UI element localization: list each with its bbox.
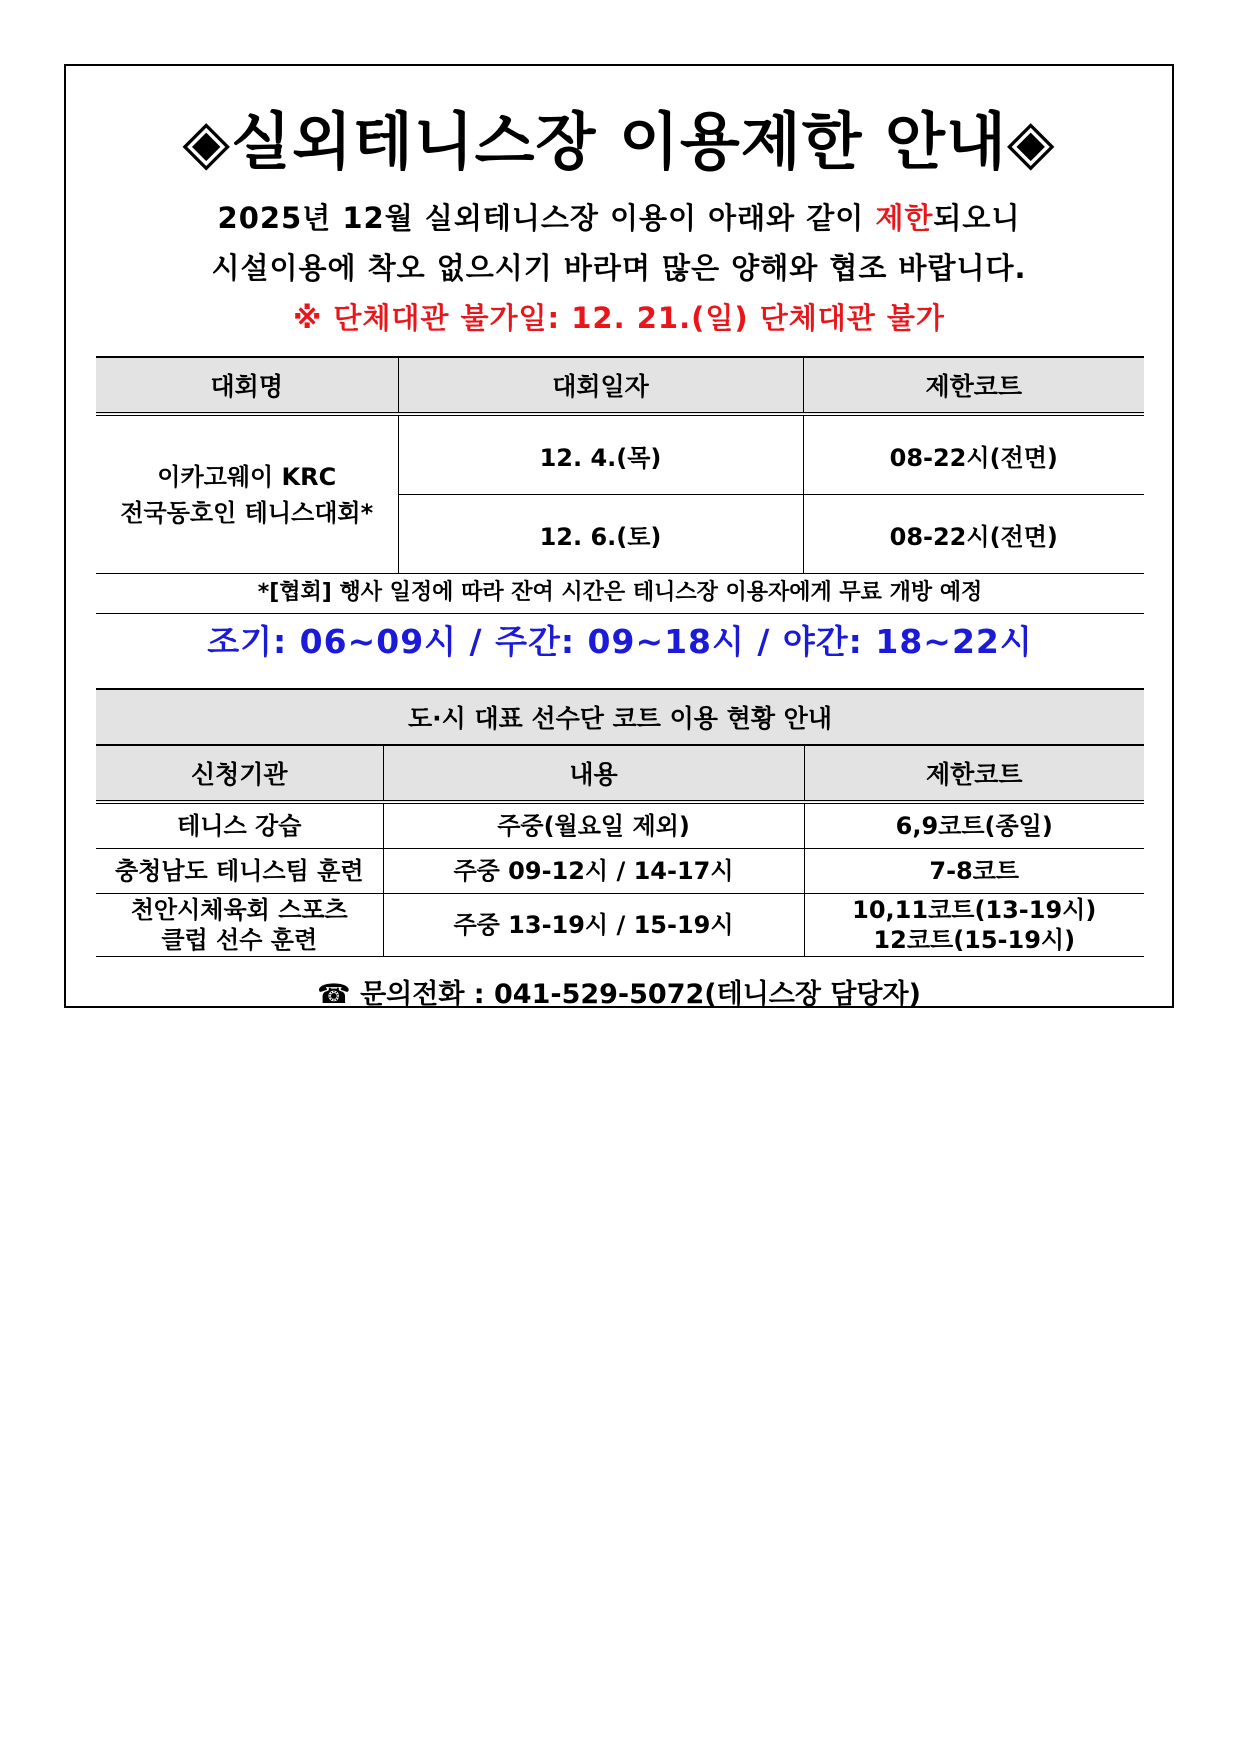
restricted-court: 08-22시(전면) bbox=[803, 495, 1144, 574]
table-row bbox=[96, 802, 1144, 849]
organization: 충청남도 테니스팀 훈련 bbox=[96, 849, 383, 894]
tournament-table bbox=[96, 356, 1144, 574]
table-header-row bbox=[96, 745, 1144, 802]
table-row bbox=[96, 849, 1144, 894]
restricted-court-line-1: 10,11코트(13-19시) bbox=[852, 896, 1097, 924]
free-open-note: *[협회] 행사 일정에 따라 잔여 시간은 테니스장 이용자에게 무료 개방 예정 bbox=[96, 573, 1144, 614]
team-court-table bbox=[96, 688, 1144, 957]
notice-frame bbox=[64, 64, 1174, 1008]
intro-restriction-word: 제한 bbox=[875, 201, 934, 235]
header-organization: 신청기관 bbox=[96, 745, 383, 802]
organization bbox=[96, 894, 383, 957]
restricted-court: 6,9코트(종일) bbox=[804, 802, 1144, 849]
page-title: ◈실외테니스장 이용제한 안내◈ bbox=[182, 105, 1056, 178]
header-tournament-name: 대회명 bbox=[96, 357, 398, 414]
table-header-row bbox=[96, 357, 1144, 414]
header-tournament-date: 대회일자 bbox=[398, 357, 803, 414]
intro-text-end: 되오니 bbox=[933, 201, 1021, 235]
tournament-date: 12. 4.(목) bbox=[398, 414, 803, 495]
tournament-name bbox=[96, 414, 398, 574]
organization: 테니스 강습 bbox=[96, 802, 383, 849]
contact-phone: ☎ 문의전화 : 041-529-5072(테니스장 담당자) bbox=[317, 979, 921, 1010]
content: 주중 13-19시 / 15-19시 bbox=[383, 894, 804, 957]
table-caption-row bbox=[96, 689, 1144, 745]
header-restricted-court: 제한코트 bbox=[804, 745, 1144, 802]
intro-text: 2025년 12월 실외테니스장 이용이 아래와 같이 bbox=[217, 201, 876, 235]
content: 주중 09-12시 / 14-17시 bbox=[383, 849, 804, 894]
tournament-date: 12. 6.(토) bbox=[398, 495, 803, 574]
tournament-name-line-1: 이카고웨이 KRC bbox=[157, 462, 337, 491]
organization-line-2: 클럽 선수 훈련 bbox=[161, 926, 318, 954]
group-rental-notice: ※ 단체대관 불가일: 12. 21.(일) 단체대관 불가 bbox=[293, 301, 945, 335]
tournament-name-line-2: 전국동호인 테니스대회* bbox=[120, 498, 374, 527]
time-slots: 조기: 06~09시 / 주간: 09~18시 / 야간: 18~22시 bbox=[207, 622, 1033, 661]
team-table-caption: 도·시 대표 선수단 코트 이용 현황 안내 bbox=[96, 689, 1144, 745]
restricted-court: 7-8코트 bbox=[804, 849, 1144, 894]
restricted-court bbox=[804, 894, 1144, 957]
header-content: 내용 bbox=[383, 745, 804, 802]
header-restricted-court: 제한코트 bbox=[803, 357, 1144, 414]
table-row bbox=[96, 894, 1144, 957]
intro-line-2: 시설이용에 착오 없으시기 바라며 많은 양해와 협조 바랍니다. bbox=[211, 251, 1027, 285]
intro-line-1 bbox=[66, 196, 1172, 237]
restricted-court-line-2: 12코트(15-19시) bbox=[873, 926, 1076, 954]
restricted-court: 08-22시(전면) bbox=[803, 414, 1144, 495]
table-row bbox=[96, 414, 1144, 495]
organization-line-1: 천안시체육회 스포츠 bbox=[130, 896, 348, 924]
content: 주중(월요일 제외) bbox=[383, 802, 804, 849]
